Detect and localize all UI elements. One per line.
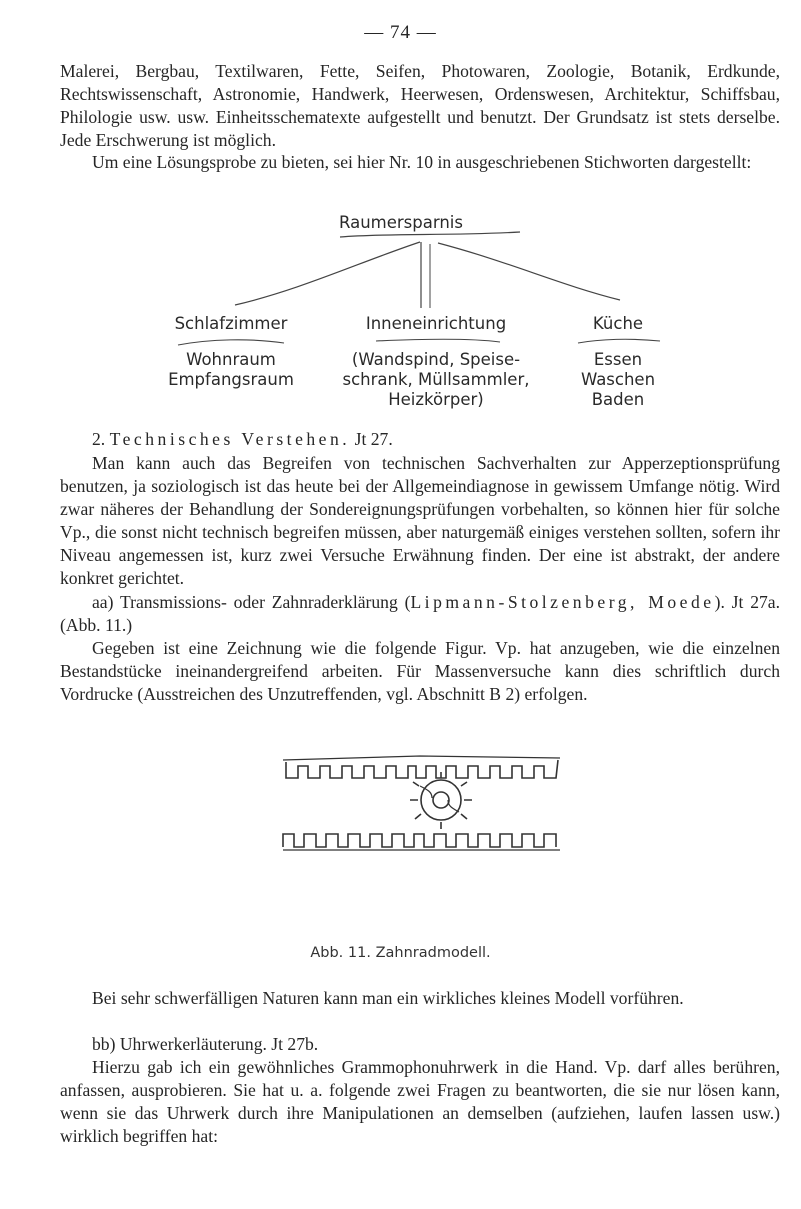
section-title: Technisches Verstehen. <box>109 429 351 449</box>
section-ref: Jt 27. <box>354 429 393 449</box>
paragraph-hierzu: Hierzu gab ich ein gewöhnliches Grammophonuhrwerk in die Hand. Vp. darf alles berühren, anfassen, ausprobieren. Sie hat u. a. folgende zwei Fragen zu beantworten, die sie nur lösen kann, wenn sie das Uhrwerk durch ihre Manipulationen an demselben (aufziehen, laufen lassen usw.) wirklich begriffen hat: <box>60 1057 780 1146</box>
aa-suffix: ). Jt 27a. (Abb. 11.) <box>60 592 781 635</box>
diagram-mid-item: schrank, Müllsammler, <box>342 370 530 389</box>
diagram-left-item: Empfangsraum <box>168 370 294 389</box>
diagram-right-head: Küche <box>592 314 644 333</box>
paragraph-gegeben: Gegeben ist eine Zeichnung wie die folgende Figur. Vp. hat anzugeben, wie die einzelnen Bestandstücke ineinandergreifend arbeiten. Für Massenversuche kann dies schriftlich durch Vordrucke (Ausstreichen des Unzutreffenden, vgl. Abschnitt B 2) erfolgen. <box>60 638 780 704</box>
section-number: 2. <box>92 429 106 449</box>
paragraph-bei-sehr: Bei sehr schwerfälligen Naturen kann man ein wirkliches kleines Modell vorführen. <box>92 988 684 1008</box>
aa-authors: Lipmann-Stolzenberg, Moede <box>410 592 715 612</box>
intro-paragraph-2: Um eine Lösungsprobe zu bieten, sei hier Nr. 10 in ausgeschriebenen Stichworten dargestellt: <box>92 152 752 172</box>
diagram-root: Raumersparnis <box>339 213 463 232</box>
aa-prefix: aa) Transmissions- oder Zahnraderklärung ( <box>92 592 411 612</box>
paragraph-man-kann: Man kann auch das Begreifen von technischen Sachverhalten zur Apperzeptionsprüfung benutzen, ja soziologisch ist das heute bei der Allgemeindiagnose in gewissem Umfange nötig. Wird zwar näheres der Behandlung der Sondereignungsprüfungen vorbehalten, so können hier für solche Vp., die sonst nicht technisch begreifen müssen, aber naturgemäß einiges verstehen sollten, sofern ihr Niveau angemessen ist, kurz zwei Versuche Erwähnung finden. Der eine ist abstrakt, der andere konkret gerichtet. <box>60 453 780 588</box>
diagram-left-item: Wohnraum <box>186 350 276 369</box>
diagram-mid-head: Inneneinrichtung <box>365 314 507 333</box>
diagram-right-item: Essen <box>593 350 643 369</box>
diagram-left-head: Schlafzimmer <box>174 314 288 333</box>
diagram-right-item: Waschen <box>580 370 656 389</box>
figure-caption: Abb. 11. Zahnradmodell. <box>310 945 491 961</box>
diagram-mid-item: (Wandspind, Speise- <box>351 350 521 369</box>
diagram-right-item: Baden <box>591 390 645 409</box>
diagram-mid-item: Heizkörper) <box>388 390 484 409</box>
paragraph-bb: bb) Uhrwerkerläuterung. Jt 27b. <box>92 1034 319 1054</box>
intro-paragraph: Malerei, Bergbau, Textilwaren, Fette, Seifen, Photowaren, Zoologie, Botanik, Erdkunde, Rechtswissenschaft, Astronomie, Handwerk, Heerwesen, Ordenswesen, Architektur, Schiffsbau, Philologie usw. usw. Einheitsschematexte aufgestellt und benutzt. Der Grundsatz ist stets derselbe. Jede Erschwerung ist möglich. <box>60 61 780 150</box>
page-number: — 74 — <box>364 22 437 43</box>
